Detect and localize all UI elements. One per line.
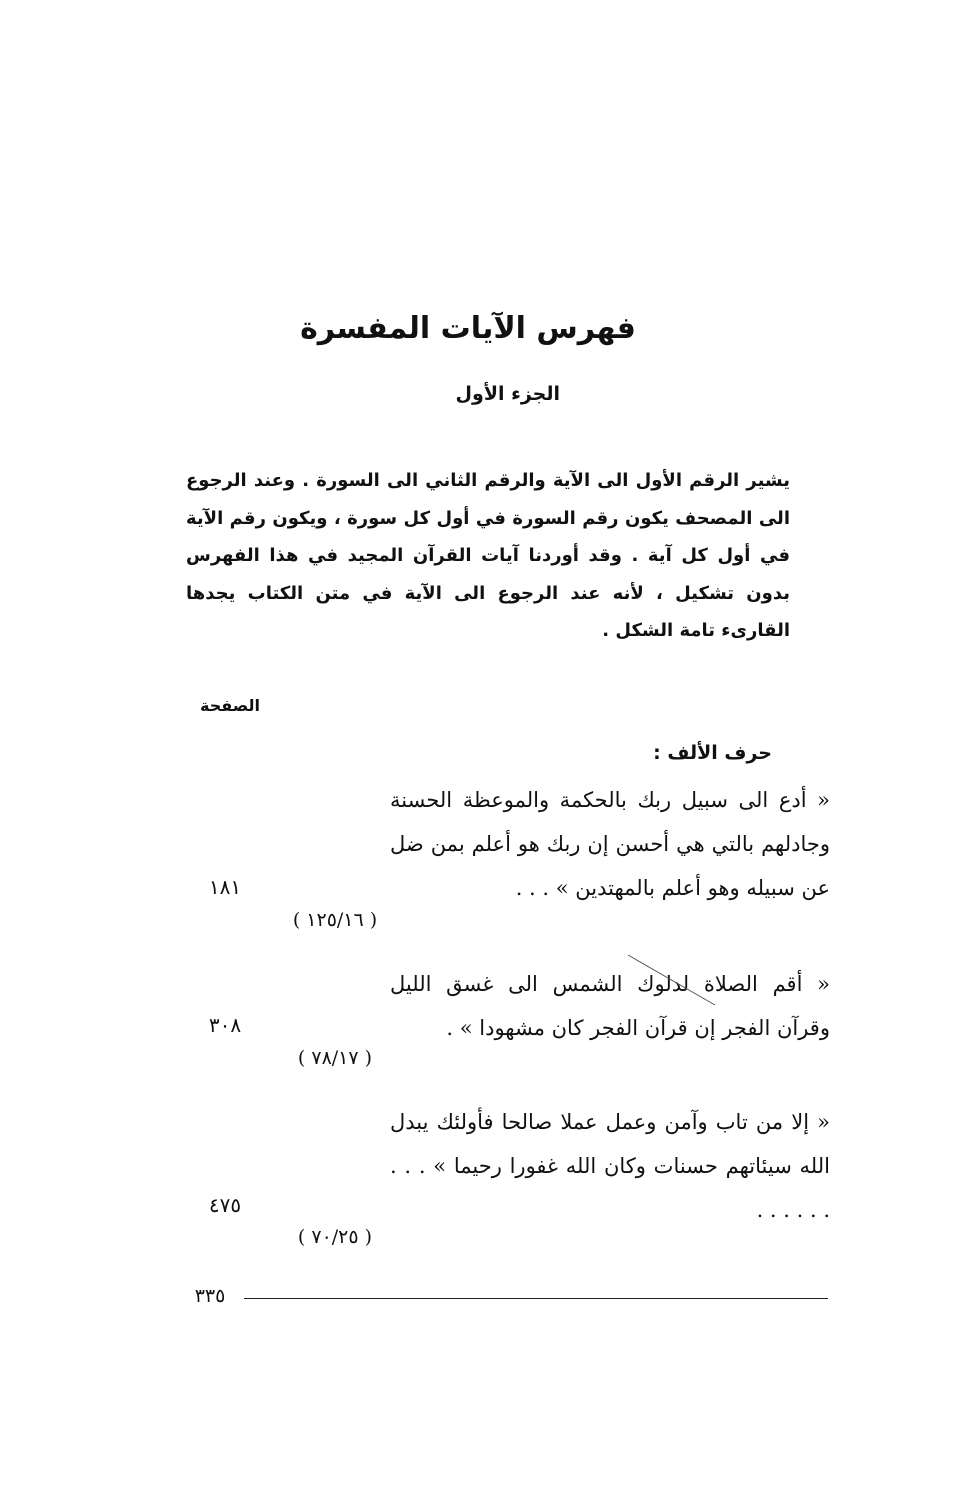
verse-entry-reference: ( ٧٠/٢٥ ) xyxy=(297,1226,373,1248)
verse-entry-text: « إلا من تاب وآمن وعمل عملا صالحا فأولئك يبدل الله سيئاتهم حسنات وكان الله غفورا رحيما » . . . . . . . . . xyxy=(390,1110,830,1222)
verse-entry-reference: ( ١٢٥/١٦ ) xyxy=(292,909,378,931)
verse-entry-page-number: ٤٧٥ xyxy=(208,1193,242,1217)
section-heading: حرف الألف : xyxy=(653,742,772,764)
verse-entry-text: « أدع الى سبيل ربك بالحكمة والموعظة الحسنة وجادلهم بالتي هي أحسن إن ربك هو أعلم بمن ضل عن سبيله وهو أعلم بالمهتدين » . . . xyxy=(390,788,830,900)
part-subtitle: الجزء الأول xyxy=(455,383,560,405)
verse-entry-page-number: ١٨١ xyxy=(208,875,242,899)
verse-entry-text: « أقم الصلاة لدلوك الشمس الى غسق الليل وقرآن الفجر إن قرآن الفجر كان مشهودا » . xyxy=(390,972,830,1040)
verse-entry-page-number: ٣٠٨ xyxy=(208,1013,242,1037)
pencil-annotation-mark xyxy=(620,945,730,1015)
verse-entry-reference: ( ٧٨/١٧ ) xyxy=(297,1047,373,1069)
page-title: فهرس الآيات المفسرة xyxy=(300,311,636,346)
intro-paragraph: يشير الرقم الأول الى الآية والرقم الثاني الى السورة . وعند الرجوع الى المصحف يكون رقم السورة في أول كل سورة ، ويكون رقم الآية في أول كل آية . وقد أوردنا آيات القرآن المجيد في هذا الفهرس بدون تشكيل ، لأنه عند الرجوع الى الآية في متن الكتاب يجدها القارىء تامة الشكل . xyxy=(186,470,790,641)
page-column-label: الصفحة xyxy=(199,696,260,715)
page-folio-number: ٣٣٥ xyxy=(194,1285,226,1307)
footer-rule xyxy=(244,1298,828,1299)
